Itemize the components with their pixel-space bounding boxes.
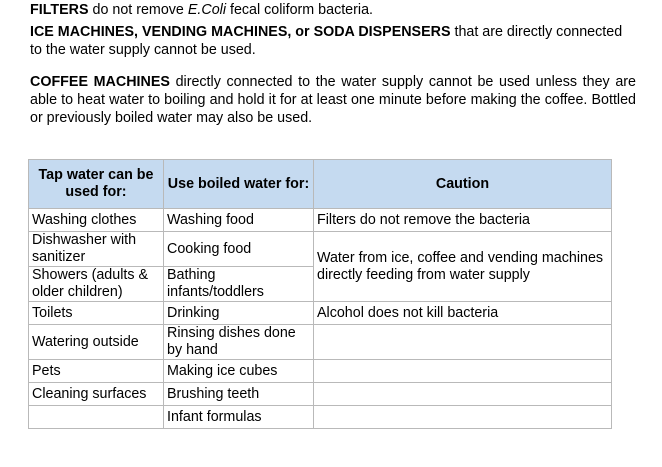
water-use-table xyxy=(28,159,612,429)
table-row xyxy=(29,360,612,383)
filters-label: FILTERS xyxy=(30,2,89,18)
coffee-machines-text: directly connected to the water supply cannot be used unless they are able to heat water to boiling and hold it for at least one minute before making the coffee. Bottled or previously boiled water may also be used. xyxy=(30,74,636,126)
coffee-machines-note xyxy=(30,73,636,127)
tap-water-cell: Pets xyxy=(29,360,164,383)
table-row xyxy=(29,383,612,406)
boiled-water-cell: Rinsing dishes done by hand xyxy=(164,325,314,360)
table-row xyxy=(29,406,612,429)
filters-note xyxy=(30,1,636,19)
ice-machines-label: ICE MACHINES, VENDING MACHINES, or SODA DISPENSERS xyxy=(30,24,451,40)
header-tap-water: Tap water can be used for: xyxy=(29,160,164,209)
tap-water-cell: Showers (adults & older children) xyxy=(29,267,164,302)
caution-cell: Water from ice, coffee and vending machines directly feeding from water supply xyxy=(314,232,612,302)
boiled-water-cell: Washing food xyxy=(164,209,314,232)
boiled-water-cell: Brushing teeth xyxy=(164,383,314,406)
filters-organism: E.Coli xyxy=(187,2,226,18)
coffee-machines-label: COFFEE MACHINES xyxy=(30,74,170,90)
header-caution: Caution xyxy=(314,160,612,209)
filters-text-1: do not remove xyxy=(88,2,188,18)
tap-water-cell: Dishwasher with sanitizer xyxy=(29,232,164,267)
boiled-water-cell: Drinking xyxy=(164,302,314,325)
boiled-water-cell: Bathing infants/toddlers xyxy=(164,267,314,302)
tap-water-cell: Watering outside xyxy=(29,325,164,360)
tap-water-cell: Toilets xyxy=(29,302,164,325)
caution-cell xyxy=(314,383,612,406)
table-row xyxy=(29,302,612,325)
table-header-row xyxy=(29,160,612,209)
ice-machines-text: that are directly connected to the water supply cannot be used. xyxy=(30,24,623,58)
boiled-water-cell: Cooking food xyxy=(164,232,314,267)
ice-machines-note xyxy=(30,23,636,59)
tap-water-cell: Washing clothes xyxy=(29,209,164,232)
caution-cell xyxy=(314,360,612,383)
table-row xyxy=(29,325,612,360)
caution-cell xyxy=(314,406,612,429)
header-boiled-water: Use boiled water for: xyxy=(164,160,314,209)
table-row xyxy=(29,232,612,267)
caution-cell: Filters do not remove the bacteria xyxy=(314,209,612,232)
filters-text-2: fecal coliform bacteria. xyxy=(226,2,373,18)
table-row xyxy=(29,209,612,232)
boiled-water-cell: Making ice cubes xyxy=(164,360,314,383)
boiled-water-cell: Infant formulas xyxy=(164,406,314,429)
tap-water-cell xyxy=(29,406,164,429)
tap-water-cell: Cleaning surfaces xyxy=(29,383,164,406)
caution-cell xyxy=(314,325,612,360)
caution-cell: Alcohol does not kill bacteria xyxy=(314,302,612,325)
